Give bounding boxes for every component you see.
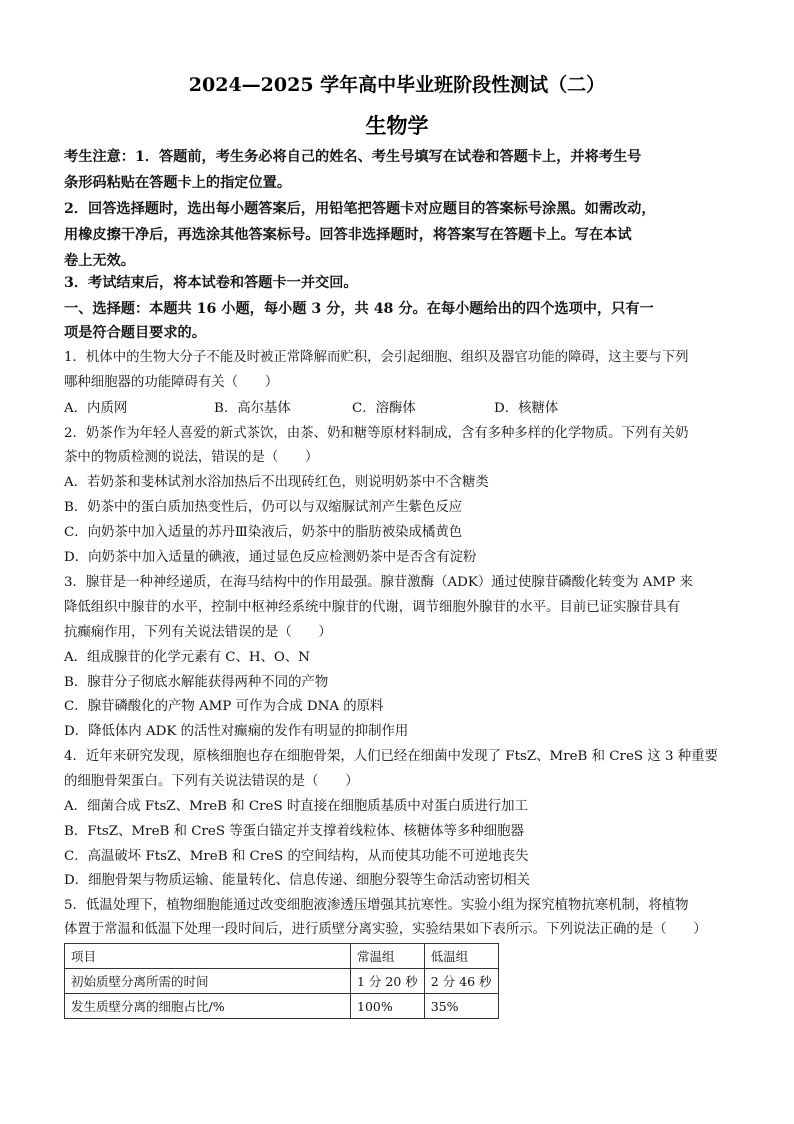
option-a: A．若奶茶和斐林试剂水浴加热后不出现砖红色，则说明奶茶中不含糖类: [64, 475, 489, 490]
option-a: A．内质网: [64, 401, 128, 416]
question-stem: 4．近年来研究发现，原核细胞也存在细胞骨架，人们已经在细菌中发现了 FtsZ、MreB 和 CreS 这 3 种重要: [64, 749, 718, 764]
option-b: B．奶茶中的蛋白质加热变性后，仍可以与双缩脲试剂产生紫色反应: [64, 500, 463, 515]
table-header-cell: 常温组: [351, 944, 425, 969]
option-b: B．腺苷分子彻底水解能获得两种不同的产物: [64, 675, 329, 690]
table-row: [65, 969, 499, 994]
notice-line: 卷上无效。: [64, 253, 135, 269]
section-heading: 一、选择题：本题共 16 小题，每小题 3 分，共 48 分。在每小题给出的四个选项中，只有一: [64, 301, 654, 317]
notice-line: 条形码粘贴在答题卡上的指定位置。: [64, 175, 292, 191]
notice-line: 3．考试结束后，将本试卷和答题卡一并交回。: [64, 275, 358, 291]
option-c: C．溶酶体: [352, 401, 416, 416]
option-c: C．向奶茶中加入适量的苏丹Ⅲ染液后，奶茶中的脂肪被染成橘黄色: [64, 525, 463, 540]
option-b: B．高尔基体: [214, 401, 291, 416]
option-d: D．降低体内 ADK 的活性对癫痫的发作有明显的抑制作用: [64, 724, 409, 739]
option-a: A．细菌合成 FtsZ、MreB 和 CreS 时直接在细胞质基质中对蛋白质进行加工: [64, 799, 528, 814]
table-cell: 35%: [424, 994, 498, 1019]
question-stem: 2．奶茶作为年轻人喜爱的新式茶饮，由茶、奶和糖等原材料制成，含有多种多样的化学物质。下列有关奶: [64, 426, 689, 441]
table-cell: 100%: [351, 994, 425, 1019]
question-stem: 体置于常温和低温下处理一段时间后，进行质壁分离实验，实验结果如下表所示。下列说法正确的是（ ）: [64, 922, 707, 937]
question-stem: 3．腺苷是一种神经递质，在海马结构中的作用最强。腺苷激酶（ADK）通过使腺苷磷酸化转变为 AMP 来: [64, 575, 693, 590]
question-stem: 的细胞骨架蛋白。下列有关说法错误的是（ ）: [64, 774, 359, 789]
table-header-cell: 项目: [65, 944, 351, 969]
table-cell: 1 分 20 秒: [351, 969, 425, 994]
question-options: [64, 396, 740, 421]
table-cell: 初始质壁分离所需的时间: [65, 969, 351, 994]
subject-title: 生物学: [365, 113, 429, 138]
option-d: D．细胞骨架与物质运输、能量转化、信息传递、细胞分裂等生命活动密切相关: [64, 873, 531, 888]
table-header-cell: 低温组: [424, 944, 498, 969]
exam-title: 2024—2025 学年高中毕业班阶段性测试（二）: [188, 74, 606, 96]
option-d: D．向奶茶中加入适量的碘液，通过显色反应检测奶茶中是否含有淀粉: [64, 550, 477, 565]
section-heading: 项是符合题目要求的。: [64, 325, 206, 341]
table-cell: 发生质壁分离的细胞占比/%: [65, 994, 351, 1019]
option-d: D．核糖体: [494, 401, 559, 416]
option-c: C．高温破坏 FtsZ、MreB 和 CreS 的空间结构，从而使其功能不可逆地丧失: [64, 849, 529, 864]
question-stem: 哪种细胞器的功能障碍有关（ ）: [64, 375, 279, 390]
table-header-row: [65, 944, 499, 969]
option-b: B．FtsZ、MreB 和 CreS 等蛋白锚定并支撑着线粒体、核糖体等多种细胞器: [64, 824, 524, 839]
notice-line: 用橡皮擦干净后，再选涂其他答案标号。回答非选择题时，将答案写在答题卡上。写在本试: [64, 227, 632, 243]
experiment-table: [64, 943, 499, 1019]
question-stem: 茶中的物质检测的说法，错误的是（ ）: [64, 450, 319, 465]
notice-line: 2．回答选择题时，选出每小题答案后，用铅笔把答题卡对应题目的答案标号涂黑。如需改动，: [64, 201, 656, 217]
question-stem: 抗癫痫作用，下列有关说法错误的是（ ）: [64, 625, 332, 640]
question-stem: 5．低温处理下，植物细胞能通过改变细胞液渗透压增强其抗寒性。实验小组为探究植物抗寒机制，将植物: [64, 898, 689, 913]
table-cell: 2 分 46 秒: [424, 969, 498, 994]
question-stem: 降低组织中腺苷的水平，控制中枢神经系统中腺苷的代谢，调节细胞外腺苷的水平。目前已证实腺苷具有: [64, 600, 680, 615]
option-a: A．组成腺苷的化学元素有 C、H、O、N: [64, 650, 311, 665]
option-c: C．腺苷磷酸化的产物 AMP 可作为合成 DNA 的原料: [64, 699, 384, 714]
notice-line: 考生注意：1．答题前，考生务必将自己的姓名、考生号填写在试卷和答题卡上，并将考生号: [64, 149, 642, 165]
table-row: [65, 994, 499, 1019]
question-stem: 1．机体中的生物大分子不能及时被正常降解而贮积，会引起细胞、组织及器官功能的障碍，这主要与下列: [64, 350, 689, 365]
